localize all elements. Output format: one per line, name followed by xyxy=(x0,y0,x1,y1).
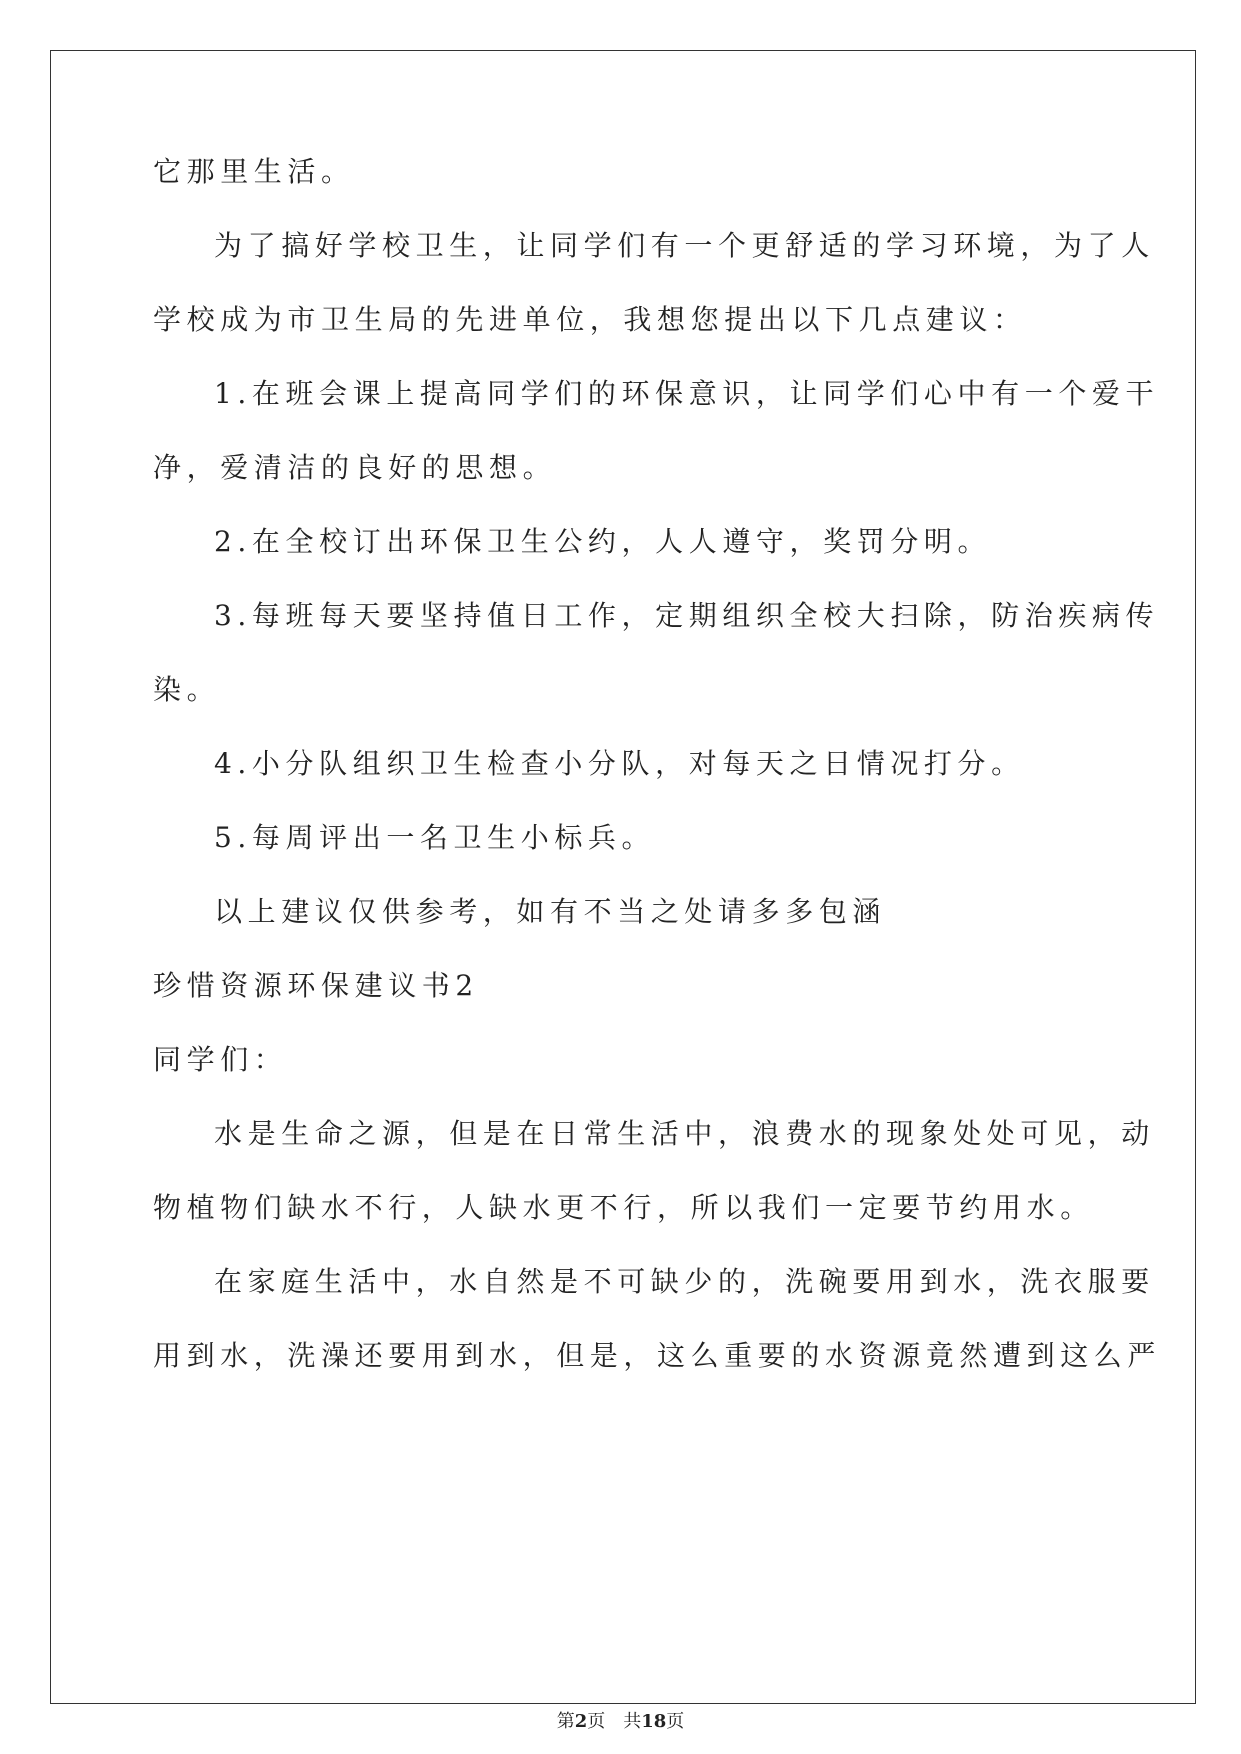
text-line: 水是生命之源，但是在日常生活中，浪费水的现象处处可见，动 xyxy=(214,1117,1155,1150)
footer-page-number: 2 xyxy=(574,1711,588,1732)
text-line: 4.小分队组织卫生检查小分队，对每天之日情况打分。 xyxy=(214,747,1025,780)
page-border xyxy=(50,50,1196,1704)
text-line: 以上建议仅供参考，如有不当之处请多多包涵 xyxy=(214,895,887,928)
text-line: 为了搞好学校卫生，让同学们有一个更舒适的学习环境，为了人 xyxy=(214,229,1155,262)
footer-suffix: 页 xyxy=(666,1711,685,1732)
text-line: 物植物们缺水不行，人缺水更不行，所以我们一定要节约用水。 xyxy=(153,1191,1094,1224)
text-line: 在家庭生活中，水自然是不可缺少的，洗碗要用到水，洗衣服要 xyxy=(214,1265,1155,1298)
text-line: 它那里生活。 xyxy=(153,155,355,188)
footer-middle: 页 共 xyxy=(587,1711,642,1732)
salutation: 同学们： xyxy=(153,1043,288,1076)
text-line: 2.在全校订出环保卫生公约，人人遵守，奖罚分明。 xyxy=(214,525,992,558)
text-line: 净，爱清洁的良好的思想。 xyxy=(153,451,557,484)
text-line: 5.每周评出一名卫生小标兵。 xyxy=(214,821,656,854)
text-line: 3.每班每天要坚持值日工作，定期组织全校大扫除，防治疾病传 xyxy=(214,599,1160,632)
text-line: 1.在班会课上提高同学们的环保意识，让同学们心中有一个爱干 xyxy=(214,377,1160,410)
page-footer xyxy=(0,1710,1241,1734)
section-title: 珍惜资源环保建议书2 xyxy=(153,969,479,1002)
footer-total-pages: 18 xyxy=(641,1711,667,1732)
text-line: 染。 xyxy=(153,673,221,706)
text-line: 学校成为市卫生局的先进单位，我想您提出以下几点建议： xyxy=(153,303,1027,336)
text-line: 用到水，洗澡还要用到水，但是，这么重要的水资源竟然遭到这么严 xyxy=(153,1339,1162,1372)
footer-prefix: 第 xyxy=(556,1711,575,1732)
